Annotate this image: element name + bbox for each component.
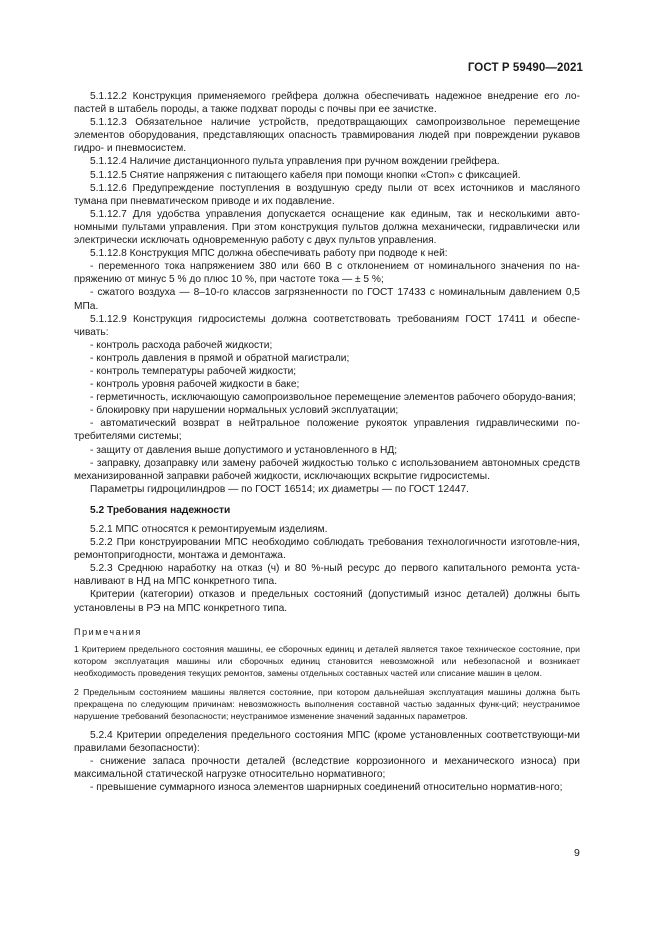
paragraph-5-1-12-7: 5.1.12.7 Для удобства управления допускается оснащение как единым, так и несколькими авто-номными пультами управления. При этом конструкция пультов должна механически, гидравлически или электрически исключать одновременную работу с двух пультов управления.	[74, 208, 580, 247]
list-item-text: контроль уровня рабочей жидкости в баке;	[96, 379, 300, 391]
list-item	[74, 365, 580, 378]
dash-marker: -	[90, 444, 94, 456]
list-item	[74, 755, 580, 781]
list-item	[74, 404, 580, 417]
list-item-text: защиту от давления выше допустимого и установленного в НД;	[96, 444, 398, 456]
paragraph-5-1-12-6: 5.1.12.6 Предупреждение поступления в воздушную среду пыли от всех источников и масляного тумана при пневматическом приводе и их подавление.	[74, 182, 580, 207]
list-item	[74, 352, 580, 365]
dash-marker: -	[90, 392, 94, 404]
dash-marker: -	[90, 339, 94, 351]
paragraph-criteria: Критерии (категории) отказов и предельных состояний (допустимый износ деталей) должны быть установлены в РЭ на МПС конкретного типа.	[74, 589, 580, 614]
paragraph-5-1-12-9: 5.1.12.9 Конструкция гидросистемы должна соответствовать требованиям ГОСТ 17411 и обеспе-чивать:	[74, 313, 580, 338]
dash-marker: -	[90, 418, 94, 430]
paragraph-5-1-12-4: 5.1.12.4 Наличие дистанционного пульта управления при ручном вождении грейфера.	[90, 156, 500, 168]
list-item-text: переменного тока напряжением 380 или 660 В с отклонением от номинального значения по на-пряжению от минус 5 % до плюс 10 %, при частоте тока — ± 5 %;	[74, 261, 580, 286]
paragraph-cylinders: Параметры гидроцилиндров — по ГОСТ 16514; их диаметры — по ГОСТ 12447.	[90, 483, 469, 495]
list-item-text: заправку, дозаправку или замену рабочей жидкостью только с использованием автономных средств механизированной заправки рабочей жидкости, исключающих вскрытие гидросистемы.	[74, 457, 580, 482]
dash-marker: -	[90, 261, 94, 273]
dash-marker: -	[90, 287, 94, 299]
note-2: 2 Предельным состоянием машины является состояние, при котором дальнейшая эксплуатация машины должна быть прекращена по следующим причинам: невозможность выполнения составной частью заданных функ-ций; неустранимое нарушение требований безопасности; неустранимое изменение значений заданных параметров.	[74, 686, 580, 721]
paragraph-5-2-3: 5.2.3 Среднюю наработку на отказ (ч) и 80 %-ный ресурс до первого капитального ремонта уста-навливают в НД на МПС конкретного типа.	[74, 563, 580, 588]
section-heading: 5.2 Требования надежности	[90, 504, 231, 516]
paragraph-5-1-12-3: 5.1.12.3 Обязательное наличие устройств, предотвращающих самопроизвольное перемещение элементов оборудования, представляющих опасность травмирования людей при повреждении рукавов гидро- и пневмосистем.	[74, 117, 580, 155]
list-item-text: контроль расхода рабочей жидкости;	[96, 339, 273, 351]
list-item-text: превышение суммарного износа элементов шарнирных соединений относительно норматив-ного;	[96, 782, 563, 794]
list-item-text: снижение запаса прочности деталей (вследствие коррозионного и механического износа) при максимальной статической нагрузке относительно нормативного;	[74, 755, 580, 781]
document-id-header: ГОСТ Р 59490—2021	[467, 62, 583, 74]
paragraph-5-2-1: 5.2.1 МПС относятся к ремонтируемым изделиям.	[90, 524, 328, 535]
paragraph-5-1-12-2: 5.1.12.2 Конструкция применяемого грейфера должна обеспечивать надежное внедрение его ло-пастей в штабель породы, а также подхват породы с почвы при ее зачистке.	[74, 91, 580, 116]
paragraph-5-2-2: 5.2.2 При конструировании МПС необходимо соблюдать требования технологичности изготовле-ния, ремонтопригодности, монтажа и демонтажа.	[74, 537, 580, 562]
paragraph-5-2-4: 5.2.4 Критерии определения предельного состояния МПС (кроме установленных соответствующи-ми правилами безопасности):	[74, 729, 580, 754]
list-item-text: контроль давления в прямой и обратной магистрали;	[96, 352, 350, 364]
notes-title: Примечания	[74, 626, 142, 637]
dash-marker: -	[90, 379, 94, 391]
dash-marker: -	[90, 365, 94, 377]
list-item	[74, 444, 580, 457]
dash-marker: -	[90, 457, 94, 469]
dash-marker: -	[90, 352, 94, 364]
list-item	[74, 391, 580, 404]
document-body	[74, 90, 580, 794]
list-item-text: контроль температуры рабочей жидкости;	[96, 365, 297, 377]
list-item-text: блокировку при нарушении нормальных условий эксплуатации;	[96, 405, 399, 417]
list-item	[74, 457, 580, 483]
page-number: 9	[574, 847, 580, 859]
dash-marker: -	[90, 405, 94, 417]
list-item-text: сжатого воздуха — 8–10-го классов загрязненности по ГОСТ 17433 с номинальным давлением 0,5 МПа.	[74, 287, 580, 312]
paragraph-5-1-12-8: 5.1.12.8 Конструкция МПС должна обеспечивать работу при подводе к ней:	[90, 248, 448, 260]
dash-marker: -	[90, 782, 94, 794]
list-item	[74, 339, 580, 352]
list-item	[74, 260, 580, 286]
list-item	[74, 286, 580, 312]
list-item	[74, 417, 580, 443]
list-item-text: герметичность, исключающую самопроизвольное перемещение элементов рабочего оборудо-вания;	[96, 392, 576, 404]
list-item	[74, 781, 580, 794]
note-1: 1 Критерием предельного состояния машины, ее сборочных единиц и деталей является такое техническое состояние, при котором эксплуатация машины или сборочных единиц становится невозможной или небезопасной и возникает необходимость проведения текущих ремонтов, замены отдельных составных частей или списание машин в целом.	[74, 643, 580, 678]
dash-marker: -	[90, 755, 94, 767]
list-item-text: автоматический возврат в нейтральное положение рукояток управления гидравлическими по-требителями системы;	[74, 418, 580, 443]
list-item	[74, 378, 580, 391]
paragraph-5-1-12-5: 5.1.12.5 Снятие напряжения с питающего кабеля при помощи кнопки «Стоп» с фиксацией.	[90, 169, 521, 181]
